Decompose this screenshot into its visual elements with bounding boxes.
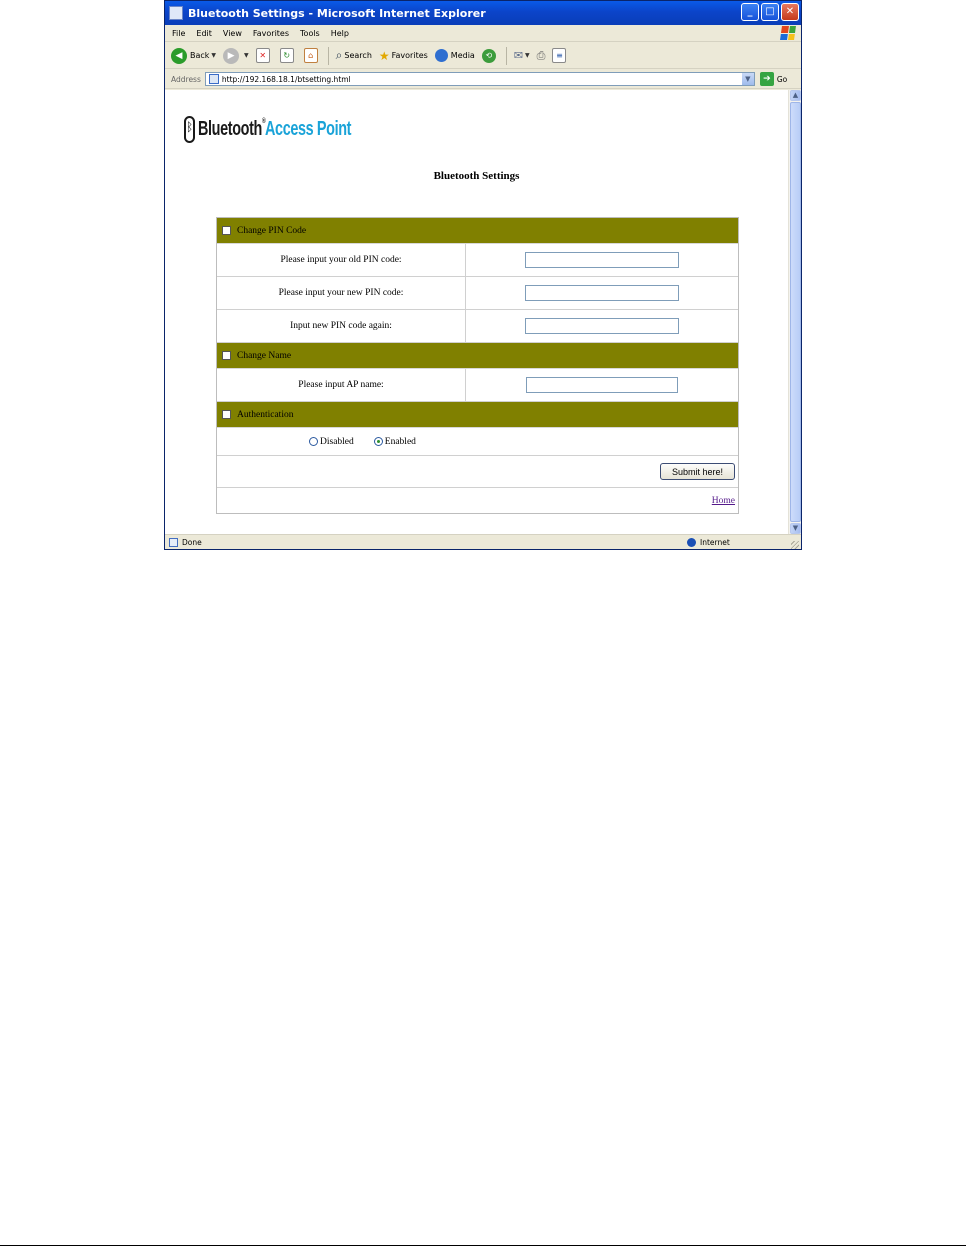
search-button[interactable] <box>336 48 372 63</box>
bluetooth-icon <box>184 116 195 143</box>
section-header-name <box>217 343 738 369</box>
form-row-new-pin <box>217 277 738 310</box>
confirm-pin-label: Input new PIN code again: <box>217 310 466 342</box>
vertical-scrollbar[interactable] <box>788 90 801 534</box>
internet-globe-icon <box>687 538 696 547</box>
menu-bar <box>165 25 801 42</box>
page-title: Bluetooth Settings <box>433 170 520 182</box>
minimize-button[interactable]: _ <box>741 3 759 21</box>
browser-window <box>164 0 802 550</box>
address-label: Address <box>171 74 201 84</box>
form-row-ap-name <box>217 369 738 402</box>
maximize-button[interactable]: □ <box>761 3 779 21</box>
menu-view[interactable]: View <box>222 28 242 38</box>
page-status-icon <box>169 538 178 547</box>
standard-toolbar <box>165 43 801 69</box>
logo-bluetooth-text: Bluetooth® <box>198 118 266 140</box>
zone-text: Internet <box>700 538 730 547</box>
form-row-old-pin <box>217 244 738 277</box>
mail-icon: ✉ <box>513 49 524 62</box>
auth-disabled-label: Disabled <box>320 436 354 447</box>
address-input[interactable] <box>205 72 755 86</box>
star-icon: ★ <box>378 48 390 63</box>
menu-tools[interactable]: Tools <box>300 28 320 38</box>
confirm-pin-field[interactable] <box>525 318 679 334</box>
toolbar-separator <box>506 47 507 65</box>
new-pin-label: Please input your new PIN code: <box>217 277 466 309</box>
auth-enabled-label: Enabled <box>384 436 416 447</box>
security-zone <box>687 538 730 547</box>
page-icon <box>209 74 219 84</box>
auth-disabled-option[interactable] <box>309 437 354 447</box>
address-url: http://192.168.18.1/btsetting.html <box>221 74 351 84</box>
print-button[interactable] <box>537 49 546 63</box>
home-row <box>217 488 738 513</box>
go-label: Go <box>776 74 788 84</box>
refresh-icon: ↻ <box>280 48 294 63</box>
submit-row <box>217 456 738 488</box>
submit-button[interactable]: Submit here! <box>660 463 735 480</box>
go-button[interactable] <box>760 72 787 86</box>
history-button[interactable] <box>482 49 499 63</box>
address-dropdown-icon[interactable]: ▼ <box>742 73 754 85</box>
windows-flag-icon <box>780 26 796 40</box>
auth-options <box>217 428 738 456</box>
stop-button[interactable] <box>256 48 273 63</box>
edit-page-button[interactable] <box>552 48 569 63</box>
edit-icon: ≡ <box>552 48 566 63</box>
media-globe-icon <box>435 49 448 62</box>
menu-favorites[interactable]: Favorites <box>252 28 290 38</box>
menu-file[interactable]: File <box>172 28 186 38</box>
stop-icon: ✕ <box>256 48 270 63</box>
mail-button[interactable] <box>514 49 530 62</box>
form-row-confirm-pin <box>217 310 738 343</box>
section-title-auth: Authentication <box>237 409 294 420</box>
forward-dropdown-icon: ▼ <box>244 52 249 59</box>
section-title-pin: Change PIN Code <box>237 225 307 236</box>
ie-icon <box>169 6 183 20</box>
bluetooth-logo <box>184 116 385 143</box>
search-icon: ⌕ <box>335 48 343 62</box>
status-text: Done <box>182 538 202 547</box>
old-pin-label: Please input your old PIN code: <box>217 244 466 276</box>
printer-icon: ⎙ <box>536 48 546 62</box>
toolbar-separator <box>328 47 329 65</box>
window-title: Bluetooth Settings - Microsoft Internet Explorer <box>188 6 486 20</box>
page-viewport <box>165 90 788 534</box>
scroll-up-button[interactable]: ▲ <box>790 90 801 101</box>
search-label: Search <box>344 51 372 60</box>
auth-enabled-option[interactable] <box>374 437 416 447</box>
ap-name-field[interactable] <box>526 377 678 393</box>
house-icon: ⌂ <box>304 48 318 63</box>
back-arrow-icon: ◀ <box>171 48 187 64</box>
resize-grip[interactable] <box>791 541 799 549</box>
authentication-checkbox[interactable] <box>222 410 231 419</box>
media-button[interactable] <box>435 49 475 62</box>
title-bar[interactable] <box>165 1 801 25</box>
window-controls <box>741 3 799 21</box>
favorites-label: Favorites <box>391 51 428 60</box>
history-icon: ⟲ <box>482 49 496 63</box>
change-pin-checkbox[interactable] <box>222 226 231 235</box>
back-button[interactable] <box>171 48 216 64</box>
old-pin-field[interactable] <box>525 252 679 268</box>
address-bar <box>165 70 801 89</box>
close-button[interactable]: ✕ <box>781 3 799 21</box>
home-button[interactable] <box>304 48 321 63</box>
section-title-name: Change Name <box>237 350 292 361</box>
refresh-button[interactable] <box>280 48 297 63</box>
settings-form <box>216 217 739 514</box>
section-header-pin <box>217 218 738 244</box>
mail-dropdown-icon: ▼ <box>525 52 530 59</box>
scroll-thumb[interactable] <box>790 102 801 522</box>
back-label: Back <box>190 51 210 60</box>
scroll-down-button[interactable]: ▼ <box>790 523 801 534</box>
new-pin-field[interactable] <box>525 285 679 301</box>
status-done <box>169 538 202 547</box>
forward-arrow-icon: ▶ <box>223 48 239 64</box>
page-rule <box>0 1245 966 1246</box>
favorites-button[interactable] <box>379 49 428 63</box>
media-label: Media <box>450 51 475 60</box>
status-bar <box>165 534 801 550</box>
go-arrow-icon: ➔ <box>760 72 774 86</box>
change-name-checkbox[interactable] <box>222 351 231 360</box>
auth-disabled-radio[interactable] <box>309 437 318 446</box>
section-header-auth <box>217 402 738 428</box>
forward-button[interactable] <box>223 48 249 64</box>
home-link[interactable]: Home <box>711 495 735 506</box>
ap-name-label: Please input AP name: <box>217 369 466 401</box>
auth-enabled-radio[interactable] <box>374 437 383 446</box>
menu-help[interactable]: Help <box>330 28 349 38</box>
logo-access-point-text: Access Point <box>265 118 352 140</box>
back-dropdown-icon: ▼ <box>211 52 217 59</box>
menu-edit[interactable]: Edit <box>196 28 212 38</box>
